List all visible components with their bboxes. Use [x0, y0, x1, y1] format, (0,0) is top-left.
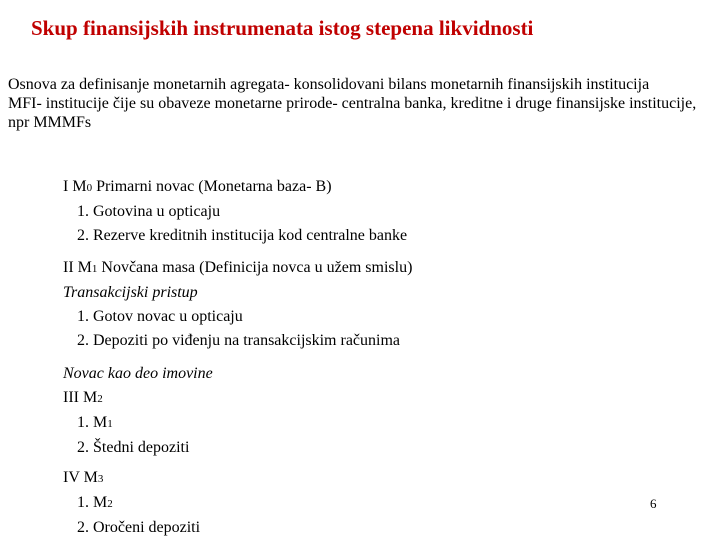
m1-heading: II M1 Novčana masa (Definicija novca u užem smislu): [63, 259, 413, 276]
intro-line-mfi: MFI- institucije čije su obaveze monetarne prirode- centralna banka, kreditne i druge finansijske institucije, npr MMMFs: [8, 95, 697, 131]
section-m2: [63, 362, 213, 460]
m1-item-2: 2. Depoziti po viđenju na transakcijskim računima: [77, 332, 401, 349]
slide-title: Skup finansijskih instrumenata istog stepena likvidnosti: [31, 16, 534, 40]
m0-heading: I M0 Primarni novac (Monetarna baza- B): [63, 178, 332, 195]
m2-item-2: 2. Štedni depoziti: [77, 439, 190, 456]
m3-heading: IV M3: [63, 469, 104, 486]
m2-item-1: 1. M1: [77, 414, 113, 431]
m0-item-1: 1. Gotovina u opticaju: [77, 203, 221, 220]
m1-item-1: 1. Gotov novac u opticaju: [77, 308, 243, 325]
m2-approach: Novac kao deo imovine: [63, 365, 213, 382]
m1-approach: Transakcijski pristup: [63, 284, 198, 301]
m2-heading: III M2: [63, 389, 103, 406]
intro-line-definition: Osnova za definisanje monetarnih agregata- konsolidovani bilans monetarnih finansijskih institucija: [8, 76, 650, 93]
m3-item-1: 1. M2: [77, 494, 113, 511]
section-m3: [63, 466, 200, 540]
section-m1: [63, 256, 412, 353]
m0-item-2: 2. Rezerve kreditnih institucija kod centralne banke: [77, 227, 408, 244]
m3-item-2: 2. Oročeni depoziti: [77, 519, 201, 536]
page-number: 6: [650, 496, 657, 511]
section-m0: [63, 175, 407, 248]
intro-text: [8, 75, 714, 132]
